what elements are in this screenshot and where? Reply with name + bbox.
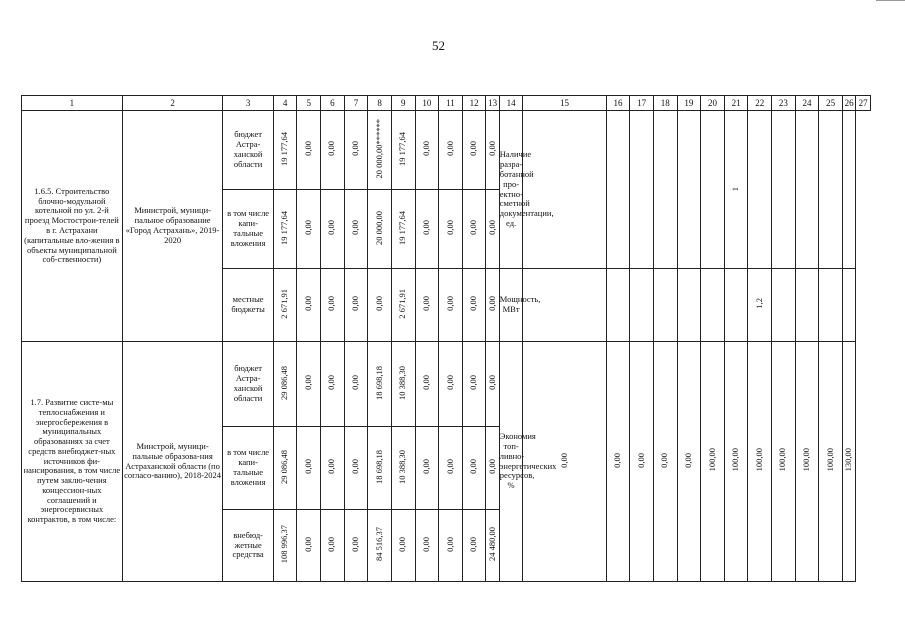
indicator-cell: Экономия топ-ливно-энергетических ресурсов, % (499, 342, 523, 582)
header-cell: 24 (795, 96, 819, 111)
header-cell: 7 (344, 96, 368, 111)
value-cell: 0,00 (297, 111, 321, 190)
value-cell: 19 177,64 (391, 190, 415, 269)
indicator-value-cell (724, 269, 748, 342)
indicator-value-cell (795, 269, 819, 342)
header-cell: 2 (122, 96, 223, 111)
indicator-value-cell: 0,00 (653, 342, 677, 582)
indicator-value-cell (819, 269, 843, 342)
indicator-value-cell (795, 111, 819, 269)
header-cell: 9 (391, 96, 415, 111)
header-cell: 4 (273, 96, 297, 111)
value-cell: 0,00 (439, 427, 463, 510)
header-cell: 12 (462, 96, 486, 111)
header-cell: 8 (368, 96, 392, 111)
value-cell: 0,00 (297, 190, 321, 269)
value-cell: 0,00 (439, 269, 463, 342)
indicator-cell: Наличие разра-ботанной про-ектно-сметной документации, ед. (499, 111, 523, 269)
value-cell: 0,00 (297, 269, 321, 342)
header-cell: 26 (842, 96, 855, 111)
program-table (21, 95, 871, 582)
indicator-value-cell: 0,00 (606, 342, 630, 582)
value-cell: 0,00 (462, 190, 486, 269)
header-cell: 22 (748, 96, 772, 111)
indicator-value-cell (606, 111, 630, 269)
header-row (22, 96, 871, 111)
indicator-value-cell (630, 269, 654, 342)
header-cell: 27 (856, 96, 871, 111)
funding-source-cell: в том числе капи-тальные вложения (223, 427, 273, 510)
indicator-value-cell (653, 111, 677, 269)
value-cell: 0,00 (486, 269, 499, 342)
value-cell: 0,00 (344, 111, 368, 190)
table-row (22, 111, 871, 190)
value-cell: 0,00 (297, 510, 321, 582)
indicator-value-cell: 100,00 (772, 342, 796, 582)
funding-source-cell: бюджет Астра-ханской области (223, 342, 273, 427)
value-cell: 0,00 (415, 510, 439, 582)
value-cell: 0,00 (486, 342, 499, 427)
indicator-value-cell: 1 (724, 111, 748, 269)
value-cell: 0,00 (344, 510, 368, 582)
measure-name-cell: 1.7. Развитие систе-мы теплоснабжения и энергосбережения в муниципальных образованиях за счет средств внебюджет-ных источников фи-нансирования, в том числе путем заклю-чения концессион-ных соглашений и энергосервисных контрактов, в том числе: (22, 342, 123, 582)
value-cell: 19 177,64 (391, 111, 415, 190)
value-cell: 0,00 (344, 342, 368, 427)
indicator-value-cell (842, 269, 855, 342)
executor-cell: Министрой, муници-пальное образование «Город Астрахань», 2019-2020 (122, 111, 223, 342)
value-cell: 0,00 (439, 342, 463, 427)
value-cell: 0,00 (368, 269, 392, 342)
value-cell: 0,00 (321, 269, 345, 342)
indicator-value-cell (701, 269, 725, 342)
funding-source-cell: бюджет Астра-ханской области (223, 111, 273, 190)
value-cell: 20 000,00 (368, 190, 392, 269)
page-number: 52 (432, 38, 445, 53)
value-cell: 0,00 (462, 510, 486, 582)
indicator-value-cell (630, 111, 654, 269)
header-cell: 17 (630, 96, 654, 111)
table-row (22, 342, 871, 427)
indicator-value-cell (653, 269, 677, 342)
indicator-value-cell (523, 111, 606, 269)
value-cell: 18 698,18 (368, 427, 392, 510)
funding-source-cell: внебюд-жетные средства (223, 510, 273, 582)
value-cell: 10 388,30 (391, 427, 415, 510)
header-cell: 6 (321, 96, 345, 111)
value-cell: 0,00 (321, 342, 345, 427)
value-cell: 0,00 (462, 111, 486, 190)
value-cell: 0,00 (297, 427, 321, 510)
indicator-value-cell: 130,00 (842, 342, 855, 582)
indicator-value-cell: 100,00 (819, 342, 843, 582)
indicator-value-cell: 0,00 (523, 342, 606, 582)
indicator-value-cell (819, 111, 843, 269)
value-cell: 0,00 (391, 510, 415, 582)
indicator-value-cell: 0,00 (677, 342, 701, 582)
header-cell: 23 (772, 96, 796, 111)
indicator-value-cell: 100,00 (701, 342, 725, 582)
value-cell: 0,00 (486, 111, 499, 190)
value-cell: 0,00 (321, 510, 345, 582)
value-cell: 2 671,91 (391, 269, 415, 342)
indicator-value-cell: 100,00 (748, 342, 772, 582)
value-cell: 10 388,30 (391, 342, 415, 427)
value-cell: 0,00 (344, 269, 368, 342)
value-cell: 0,00 (321, 190, 345, 269)
value-cell: 108 996,37 (273, 510, 297, 582)
value-cell: 29 086,48 (273, 427, 297, 510)
value-cell: 19 177,64 (273, 190, 297, 269)
indicator-value-cell (748, 111, 772, 269)
value-cell: 0,00 (439, 111, 463, 190)
indicator-value-cell (677, 269, 701, 342)
indicator-value-cell: 0,00 (630, 342, 654, 582)
header-cell: 3 (223, 96, 273, 111)
value-cell: 0,00 (321, 427, 345, 510)
measure-name-cell: 1.6.5. Строительство блочно-модульной котельной по ул. 2-й проезд Мостострои-телей в г. Астрахани (капитальные вло-жения в объекты муниципальной соб-ственности) (22, 111, 123, 342)
indicator-value-cell (772, 269, 796, 342)
indicator-value-cell (606, 269, 630, 342)
header-cell: 21 (724, 96, 748, 111)
value-cell: 0,00 (344, 427, 368, 510)
value-cell: 0,00 (344, 190, 368, 269)
funding-source-cell: местные бюджеты (223, 269, 273, 342)
value-cell: 0,00 (439, 190, 463, 269)
header-cell: 5 (297, 96, 321, 111)
value-cell: 84 516,37 (368, 510, 392, 582)
indicator-cell: Мощность, МВт (499, 269, 523, 342)
header-cell: 1 (22, 96, 123, 111)
value-cell: 0,00 (415, 427, 439, 510)
indicator-value-cell (677, 111, 701, 269)
value-cell: 0,00 (462, 342, 486, 427)
header-cell: 11 (439, 96, 463, 111)
header-cell: 25 (819, 96, 843, 111)
value-cell: 19 177,64 (273, 111, 297, 190)
value-cell: 20 000,00****** (368, 111, 392, 190)
value-cell: 0,00 (415, 269, 439, 342)
corner-mark (876, 0, 905, 4)
header-cell: 18 (653, 96, 677, 111)
header-cell: 20 (701, 96, 725, 111)
value-cell: 0,00 (415, 111, 439, 190)
header-cell: 13 (486, 96, 499, 111)
funding-source-cell: в том числе капи-тальные вложения (223, 190, 273, 269)
indicator-value-cell: 100,00 (724, 342, 748, 582)
header-cell: 14 (499, 96, 523, 111)
header-cell: 15 (523, 96, 606, 111)
header-cell: 10 (415, 96, 439, 111)
indicator-value-cell (701, 111, 725, 269)
value-cell: 0,00 (486, 427, 499, 510)
value-cell: 0,00 (462, 427, 486, 510)
value-cell: 0,00 (462, 269, 486, 342)
header-cell: 16 (606, 96, 630, 111)
value-cell: 24 480,00 (486, 510, 499, 582)
value-cell: 0,00 (486, 190, 499, 269)
value-cell: 2 671,91 (273, 269, 297, 342)
indicator-value-cell (772, 111, 796, 269)
value-cell: 0,00 (297, 342, 321, 427)
value-cell: 0,00 (415, 190, 439, 269)
value-cell: 0,00 (415, 342, 439, 427)
value-cell: 0,00 (439, 510, 463, 582)
header-cell: 19 (677, 96, 701, 111)
indicator-value-cell: 100,00 (795, 342, 819, 582)
value-cell: 0,00 (321, 111, 345, 190)
value-cell: 29 086,48 (273, 342, 297, 427)
indicator-value-cell (842, 111, 855, 269)
indicator-value-cell: 1,2 (748, 269, 772, 342)
value-cell: 18 698,18 (368, 342, 392, 427)
executor-cell: Минстрой, муници-пальные образова-ния Астраханской области (по согласо-ванию), 2018-2024 (122, 342, 223, 582)
indicator-value-cell (523, 269, 606, 342)
